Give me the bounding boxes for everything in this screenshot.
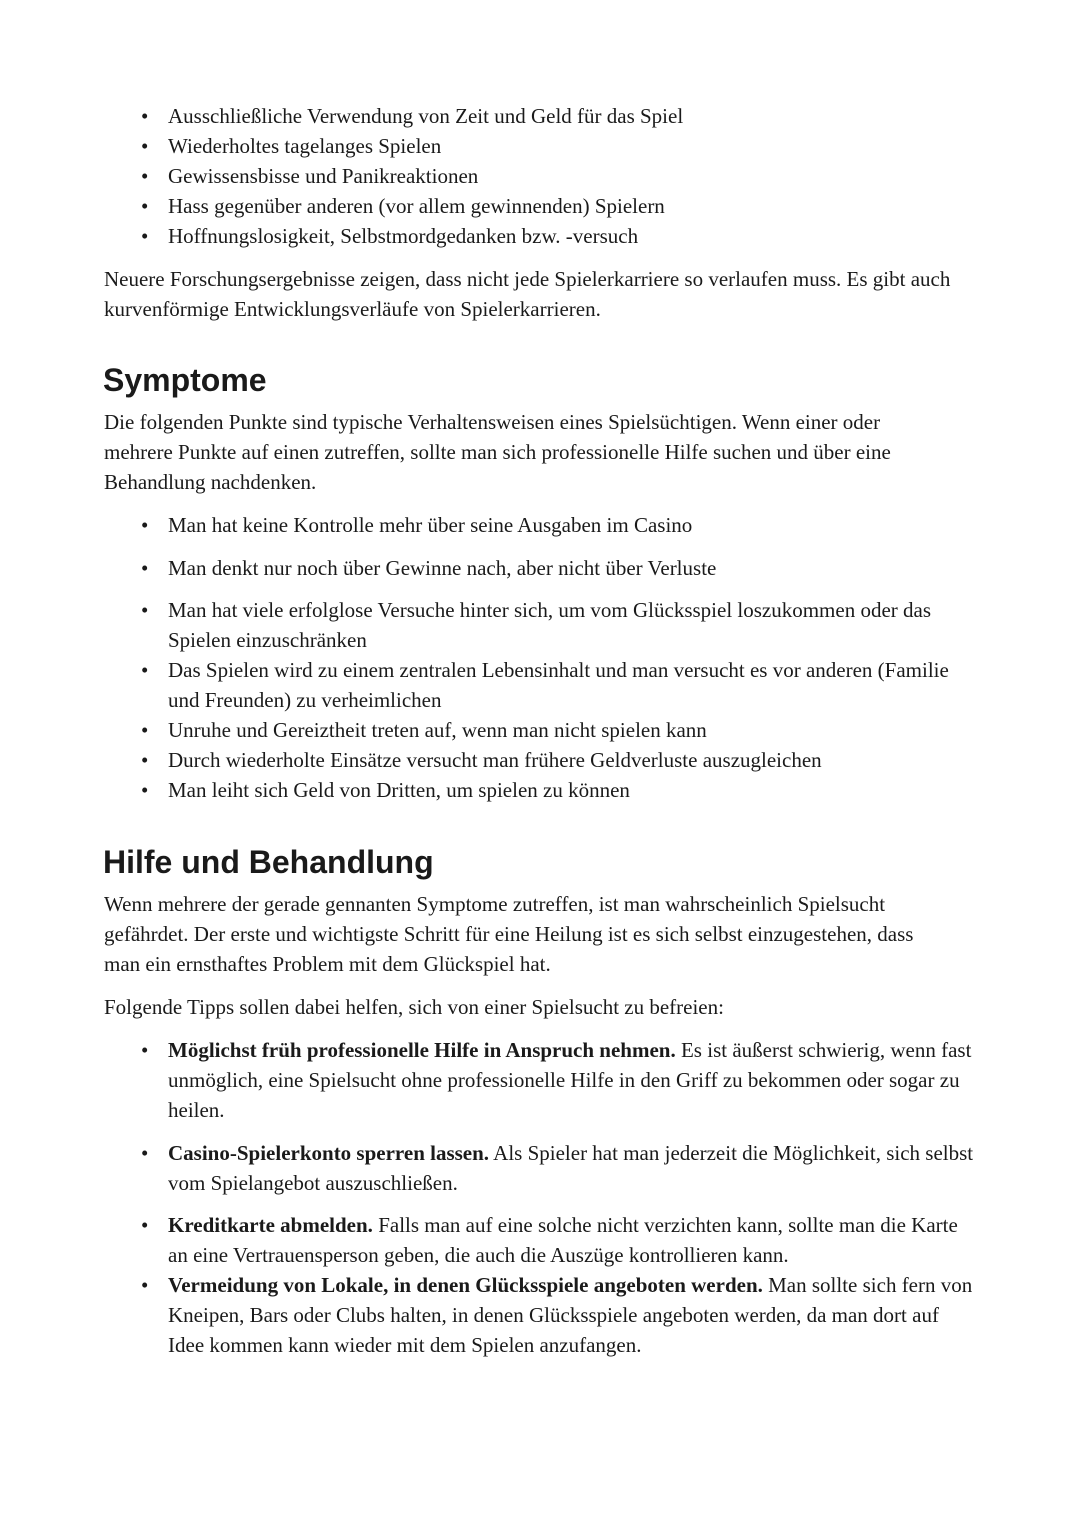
bullet-icon: •: [141, 1213, 149, 1237]
list-item: • Ausschließliche Verwendung von Zeit und Geld für das Spiel: [0, 101, 760, 131]
tip-title: Casino-Spielerkonto sperren lassen.: [168, 1141, 490, 1165]
bullet-icon: •: [141, 1038, 149, 1062]
list-item: • Unruhe und Gereiztheit treten auf, wenn man nicht spielen kann: [0, 715, 975, 745]
tip-title: Möglichst früh professionelle Hilfe in Anspruch nehmen.: [168, 1038, 676, 1062]
bullet-icon: •: [141, 556, 149, 580]
bullet-icon: •: [141, 194, 149, 218]
list-item: • Man leiht sich Geld von Dritten, um spielen zu können: [0, 775, 975, 805]
section-heading-hilfe: Hilfe und Behandlung: [103, 844, 434, 880]
bullet-list-tip-1: [0, 1035, 975, 1125]
bullet-icon: •: [141, 1273, 149, 1297]
symptome-intro-paragraph: Die folgenden Punkte sind typische Verhaltensweisen eines Spielsüchtigen. Wenn einer oder mehrere Punkte auf einen zutreffen, sollte man sich professionelle Hilfe suchen und über eine Behandlung nachdenken.: [104, 410, 891, 494]
bullet-list-symptome-c: [0, 595, 975, 805]
bullet-list-tip-3: [0, 1210, 975, 1360]
bullet-icon: •: [141, 718, 149, 742]
tip-text: Es ist äußerst schwierig, wenn fast unmöglich, eine Spielsucht ohne professionelle Hilfe in den Griff zu bekommen oder sogar zu heilen.: [168, 1038, 972, 1122]
bullet-icon: •: [141, 164, 149, 188]
bullet-list-symptome-b: [0, 553, 900, 583]
bullet-list-symptome-a: [0, 510, 900, 540]
list-item: [0, 1210, 975, 1270]
tip-text: Falls man auf eine solche nicht verzichten kann, sollte man die Karte an eine Vertrauensperson geben, die auch die Auszüge kontrollieren kann.: [168, 1213, 958, 1267]
bullet-icon: •: [141, 658, 149, 682]
list-item: [0, 1035, 975, 1125]
list-item: • Hass gegenüber anderen (vor allem gewinnenden) Spielern: [0, 191, 760, 221]
bullet-icon: •: [141, 778, 149, 802]
list-item: • Man hat keine Kontrolle mehr über seine Ausgaben im Casino: [0, 510, 900, 540]
bullet-icon: •: [141, 134, 149, 158]
research-paragraph: Neuere Forschungsergebnisse zeigen, dass nicht jede Spielerkarriere so verlaufen muss. Es gibt auch kurvenförmige Entwicklungsverläufe von Spielerkarrieren.: [104, 267, 951, 321]
tip-title: Kreditkarte abmelden.: [168, 1213, 373, 1237]
list-item: [0, 1138, 975, 1198]
bullet-icon: •: [141, 104, 149, 128]
list-item: • Hoffnungslosigkeit, Selbstmordgedanken bzw. -versuch: [0, 221, 760, 251]
list-item: • Man hat viele erfolglose Versuche hinter sich, um vom Glücksspiel loszukommen oder das Spielen einzuschränken: [0, 595, 975, 655]
bullet-list-tip-2: [0, 1138, 975, 1198]
section-heading-symptome: Symptome: [103, 362, 267, 398]
bullet-icon: •: [141, 224, 149, 248]
list-item: • Gewissensbisse und Panikreaktionen: [0, 161, 760, 191]
list-item: • Das Spielen wird zu einem zentralen Lebensinhalt und man versucht es vor anderen (Familie und Freunden) zu verheimlichen: [0, 655, 975, 715]
bullet-list-career: [0, 101, 760, 251]
hilfe-intro-paragraph: Wenn mehrere der gerade gennanten Symptome zutreffen, ist man wahrscheinlich Spielsucht gefährdet. Der erste und wichtigste Schritt für eine Heilung ist es sich selbst einzugestehen, dass man ein ernsthaftes Problem mit dem Glückspiel hat.: [104, 892, 914, 976]
bullet-icon: •: [141, 598, 149, 622]
list-item: • Wiederholtes tagelanges Spielen: [0, 131, 760, 161]
tips-intro-paragraph: Folgende Tipps sollen dabei helfen, sich von einer Spielsucht zu befreien:: [104, 995, 724, 1019]
bullet-icon: •: [141, 748, 149, 772]
bullet-icon: •: [141, 513, 149, 537]
list-item: [0, 1270, 975, 1360]
list-item: • Durch wiederholte Einsätze versucht man frühere Geldverluste auszugleichen: [0, 745, 975, 775]
tip-text: Man sollte sich fern von Kneipen, Bars oder Clubs halten, in denen Glücksspiele angeboten werden, da man dort auf Idee kommen kann wieder mit dem Spielen anzufangen.: [168, 1273, 973, 1357]
tip-text: Als Spieler hat man jederzeit die Möglichkeit, sich selbst vom Spielangebot auszuschließen.: [168, 1141, 974, 1195]
tip-title: Vermeidung von Lokale, in denen Glücksspiele angeboten werden.: [168, 1273, 763, 1297]
list-item: • Man denkt nur noch über Gewinne nach, aber nicht über Verluste: [0, 553, 900, 583]
bullet-icon: •: [141, 1141, 149, 1165]
